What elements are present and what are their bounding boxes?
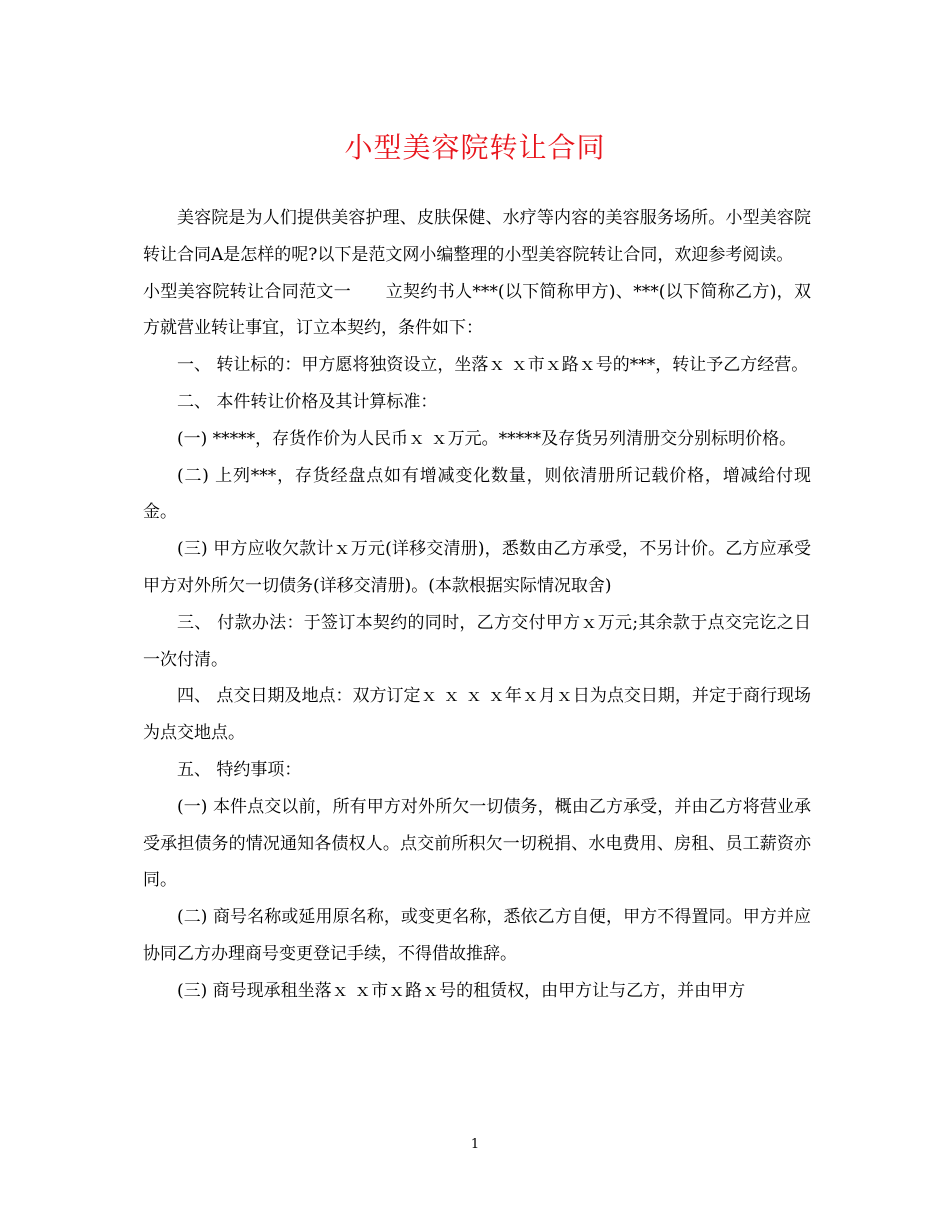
paragraph-clause-2-3: (三) 甲方应收欠款计ｘ万元(详移交清册)，悉数由乙方承受，不另计价。乙方应承受甲方对外所欠一切债务(详移交清册)。(本款根据实际情况取舍) <box>143 539 811 596</box>
paragraph-clause-2: 二、 本件转让价格及其计算标准： <box>177 391 438 412</box>
document-title: 小型美容院转让合同 <box>344 131 606 164</box>
paragraph-clause-3: 三、 付款办法：于签订本契约的同时，乙方交付甲方ｘ万元;其余款于点交完讫之日一次付清。 <box>143 612 811 670</box>
paragraph-intro: 美容院是为人们提供美容护理、皮肤保健、水疗等内容的美容服务场所。小型美容院转让合同A是怎样的呢?以下是范文网小编整理的小型美容院转让合同，欢迎参考阅读。 <box>143 208 811 265</box>
paragraph-clause-5: 五、 特约事项： <box>177 759 302 780</box>
paragraph-clause-1: 一、 转让标的：甲方愿将独资设立，坐落ｘ ｘ市ｘ路ｘ号的***，转让予乙方经营。 <box>177 355 809 376</box>
paragraph-preamble: 小型美容院转让合同范文一 立契约书人***(以下简称甲方)、***(以下简称乙方)，双方就营业转让事宜，订立本契约，条件如下： <box>143 281 811 339</box>
page-number: 1 <box>470 1137 480 1152</box>
paragraph-clause-2-2: (二) 上列***，存货经盘点如有增减变化数量，则依清册所记载价格，增减给付现金。 <box>143 465 811 523</box>
paragraph-clause-5-2: (二) 商号名称或延用原名称，或变更名称，悉依乙方自便，甲方不得置同。甲方并应协同乙方办理商号变更登记手续，不得借故推辞。 <box>143 907 811 964</box>
paragraph-clause-4: 四、 点交日期及地点：双方订定ｘ ｘ ｘ ｘ年ｘ月ｘ日为点交日期，并定于商行现场为点交地点。 <box>143 686 811 744</box>
paragraph-clause-2-1: (一) *****，存货作价为人民币ｘ ｘ万元。*****及存货另列清册交分别标明价格。 <box>177 428 797 449</box>
paragraph-clause-5-1: (一) 本件点交以前，所有甲方对外所欠一切债务，概由乙方承受，并由乙方将营业承受承担债务的情况通知各债权人。点交前所积欠一切税捐、水电费用、房租、员工薪资亦同。 <box>143 796 811 891</box>
document-body <box>143 200 811 1010</box>
paragraph-clause-5-3: (三) 商号现承租坐落ｘ ｘ市ｘ路ｘ号的租赁权，由甲方让与乙方，并由甲方 <box>177 980 746 1001</box>
